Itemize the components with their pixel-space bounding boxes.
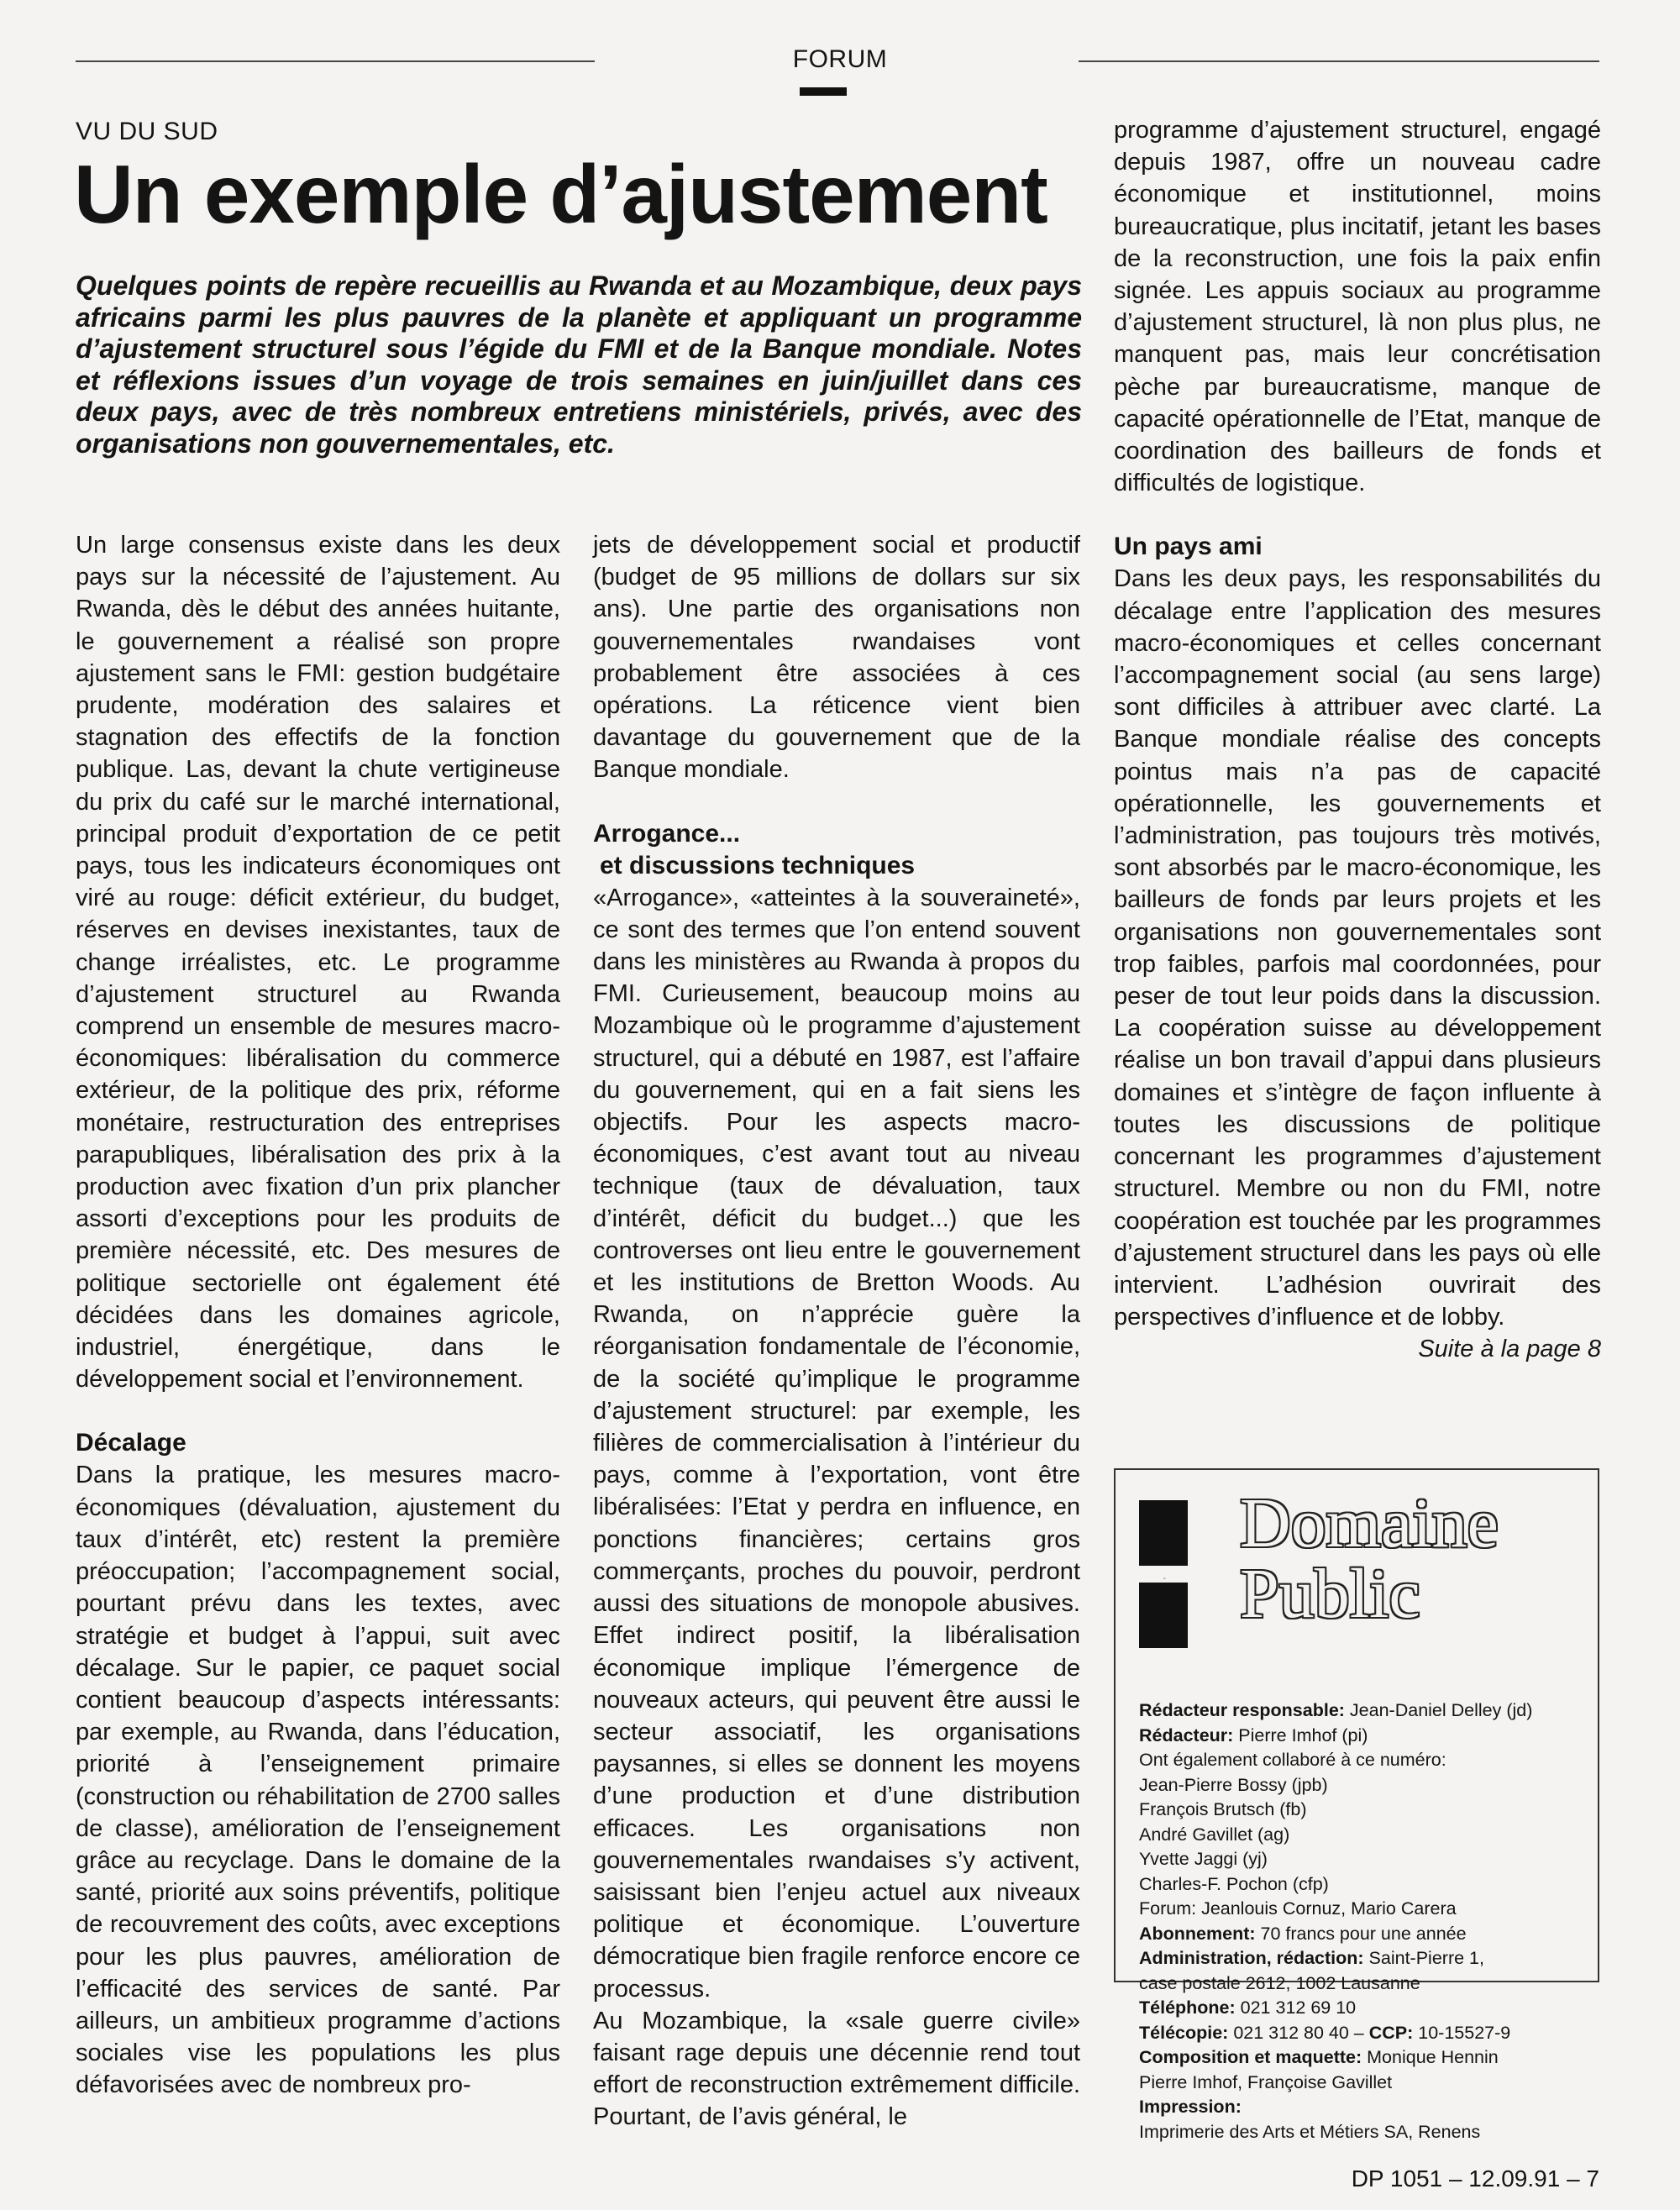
- credit-text: Ont également collaboré à ce numéro:: [1139, 1750, 1446, 1770]
- paragraph: programme d’ajustement structurel, engagé depuis 1987, offre un nouveau cadre économique et institutionnel, moins bureaucratique, plus incitatif, jetant les bases de la reconstruction, une fois la paix enfin signée. Les appuis sociaux au programme d’ajustement structurel, là non plus plus, ne manquent pas, mais leur concrétisation pèche par bureaucratisme, manque de capacité opérationnelle de l’Etat, manque de coordination des bailleurs de fonds et difficultés de logistique.: [1114, 117, 1601, 497]
- paragraph: jets de développement social et productif (budget de 95 millions de dollars sur six ans). Une partie des organisations non gouvernementales rwandaises vont probablement être associées à ces opérations. La réticence vient bien davantage du gouvernement que de la Banque mondiale.: [593, 532, 1080, 784]
- credit-text: Jean-Daniel Delley (jd): [1344, 1700, 1533, 1720]
- masthead-box: [1114, 1468, 1599, 2142]
- subheading-line-2: et discussions techniques: [600, 851, 916, 879]
- credit-line: [1139, 1946, 1593, 1971]
- section-marker-bar: [800, 87, 847, 96]
- credit-line: [1139, 1971, 1593, 1997]
- credit-line: [1139, 1773, 1593, 1798]
- credit-text: François Brutsch (fb): [1139, 1799, 1307, 1819]
- credit-line: [1139, 1823, 1593, 1848]
- credit-label: Administration, rédaction:: [1139, 1948, 1364, 1968]
- subheading-pays-ami: Un pays ami: [1114, 533, 1263, 561]
- logo-letter-d: [1139, 1500, 1188, 1566]
- credit-text: Imprimerie des Arts et Métiers SA, Renens: [1139, 2121, 1481, 2142]
- logo-letter-p: [1139, 1583, 1188, 1648]
- credits-list: [1139, 1698, 1593, 2144]
- credit-line: [1139, 1724, 1593, 1749]
- headline: Un exemple d’ajustement: [74, 148, 1047, 240]
- credit-text: Pierre Imhof, Françoise Gavillet: [1139, 2071, 1393, 2092]
- dp-logo: [1134, 1495, 1193, 1655]
- credit-text: case postale 2612, 1002 Lausanne: [1139, 1972, 1420, 1993]
- brand-wordmark: [1240, 1484, 1499, 1633]
- ccp-value: 10-15527-9: [1413, 2022, 1511, 2043]
- credit-line: [1139, 1847, 1593, 1872]
- brand-line-2: Public: [1240, 1555, 1420, 1633]
- credit-line: [1139, 2095, 1593, 2120]
- credit-line: [1139, 1897, 1593, 1922]
- credit-text: Forum: Jeanlouis Cornuz, Mario Carera: [1139, 1898, 1457, 1919]
- paragraph: Un large consensus existe dans les deux pays sur la nécessité de l’ajustement. Au Rwanda, dès le début des années huitante, le gouvernement a réalisé son propre ajustement sans le FMI: gestion budgétaire prudente, modération des salaires et stagnation des effectifs de la fonction publique. Las, devant la chute vertigineuse du prix du café sur le marché international, principal produit d’exportation de ce petit pays, tous les indicateurs économiques ont viré au rouge: déficit extérieur, du budget, réserves en devises inexistantes, taux de change irréalistes, etc. Le programme d’ajustement structurel au Rwanda comprend un ensemble de mesures macro-économiques: libéralisation du commerce extérieur, de la politique des prix, réforme monétaire, restructuration des entreprises parapubliques, libéralisation des prix à la production avec fixation d’un prix plancher assorti d’exceptions pour les produits de première nécessité, etc. Des mesures de politique sectorielle ont également été décidées dans les domaines agricole, industriel, énergétique, dans le développement social et l’environnement.: [76, 532, 560, 1394]
- credit-text: 70 francs pour une année: [1255, 1923, 1467, 1944]
- ccp-label: CCP:: [1368, 2022, 1414, 2043]
- paragraph: «Arrogance», «atteintes à la souveraineté», ce sont des termes que l’on entend souvent dans les ministères au Rwanda à propos du FMI. Curieusement, beaucoup moins au Mozambique où le programme d’ajustement structurel, qui a débuté en 1987, est l’affaire du gouvernement, qui en a fait siens les objectifs. Pour les aspects macro-économiques, c’est avant tout au niveau technique (taux de dévaluation, taux d’intérêt, déficit du budget...) que les controverses ont lieu entre le gouvernement et les institutions de Bretton Woods. Au Rwanda, on n’apprécie guère la réorganisation fondamentale de l’économie, de la société qu’implique le programme d’ajustement structurel: par exemple, les filières de commercialisation à l’intérieur du pays, comme à l’exportation, vont être libéralisées: l’Etat y perdra en influence, en ponctions financières; certains gros commerçants, proches du pouvoir, perdront aussi des situations de monopole abusives. Effet indirect positif, la libéralisation économique implique l’émergence de nouveaux acteurs, qui peuvent être aussi le secteur associatif, les organisations paysannes, si elles se donnent les moyens d’une production et d’une distribution efficaces. Les organisations non gouvernementales rwandaises s’y activent, saisissant bien l’enjeu actuel aux niveaux politique et économique. L’ouverture démocratique bien fragile renforce encore ce processus.: [593, 884, 1080, 2003]
- subheading-arrogance: [593, 818, 1080, 882]
- brand-line-1: Domaine: [1240, 1484, 1499, 1562]
- credit-line: [1139, 1922, 1593, 1947]
- credit-line: [1139, 2045, 1593, 2071]
- credit-line: [1139, 2021, 1593, 2046]
- credit-text: André Gavillet (ag): [1139, 1824, 1290, 1845]
- subheading-decalage: Décalage: [76, 1429, 186, 1457]
- credit-text: Pierre Imhof (pi): [1233, 1724, 1368, 1745]
- credit-text: Monique Hennin: [1362, 2047, 1499, 2067]
- credit-line: [1139, 1996, 1593, 2021]
- page-reference: DP 1051 – 12.09.91 – 7: [1351, 2165, 1599, 2192]
- header-rule-left: [76, 60, 595, 62]
- credit-text: Saint-Pierre 1,: [1363, 1948, 1484, 1968]
- credit-text: Jean-Pierre Bossy (jpb): [1139, 1774, 1328, 1795]
- paragraph: Dans les deux pays, les responsabilités du décalage entre l’application des mesures macro-économiques et celles concernant l’accompagnement social (au sens large) sont difficiles à attribuer avec clarté. La Banque mondiale réalise des concepts pointus mais n’a pas de capacité opérationnelle, les gouvernements et l’administration, pas toujours très motivés, sont absorbés par le macro-économique, les bailleurs de fonds par leurs projets et les organisations non gouvernementales sont trop faibles, parfois mal coordonnées, pour peser de tout leur poids dans la discussion. La coopération suisse au développement réalise un bon travail d’appui dans plusieurs domaines et s’intègre de façon influente à toutes les discussions de politique concernant les programmes d’ajustement structurel. Membre ou non du FMI, notre coopération est touchée par les programmes d’ajustement structurel dans les pays où elle intervient. L’adhésion ouvrirait des perspectives d’influence et de lobby.: [1114, 565, 1601, 1331]
- credit-text: Yvette Jaggi (yj): [1139, 1849, 1268, 1869]
- continued-note: Suite à la page 8: [1418, 1336, 1601, 1363]
- credit-label: Composition et maquette:: [1139, 2047, 1362, 2067]
- article-column-3: [1114, 114, 1601, 1366]
- section-label: FORUM: [792, 45, 888, 73]
- credit-text: 021 312 80 40 –: [1228, 2022, 1369, 2043]
- credit-label: Télécopie:: [1139, 2022, 1229, 2043]
- credit-line: [1139, 1872, 1593, 1898]
- credit-line: [1139, 1748, 1593, 1773]
- credit-label: Téléphone:: [1139, 1997, 1236, 2018]
- paragraph: Au Mozambique, la «sale guerre civile» faisant rage depuis une décennie rend tout effort de reconstruction extrêmement difficile. Pourtant, de l’avis général, le: [593, 2007, 1080, 2131]
- lede: Quelques points de repère recueillis au Rwanda et au Mozambique, deux pays africains parmi les plus pauvres de la planète et appliquant un programme d’ajustement structurel sous l’égide du FMI et de la Banque mondiale. Notes et réflexions issues d’un voyage de trois semaines en juin/juillet dans ces deux pays, avec de très nombreux entretiens ministériels, privés, avec des organisations non gouvernementales, etc.: [76, 270, 1082, 459]
- credit-line: [1139, 1698, 1593, 1724]
- header-rule-right: [1079, 60, 1599, 62]
- article-column-2: [593, 529, 1080, 2134]
- paragraph: Dans la pratique, les mesures macro-économiques (dévaluation, ajustement du taux d’intérêt, etc) restent la première préoccupation; l’accompagnement social, pourtant prévu dans les textes, avec stratégie et budget à l’appui, suit avec décalage. Sur le papier, ce paquet social contient beaucoup d’aspects intéressants: par exemple, au Rwanda, dans l’éducation, priorité à l’enseignement primaire (construction ou réhabilitation de 2700 salles de classe), amélioration de l’enseignement grâce au recyclage. Dans le domaine de la santé, priorité aux soins préventifs, politique de recouvrement des coûts, avec exceptions pour les plus pauvres, amélioration de l’efficacité des services de santé. Par ailleurs, un ambitieux programme d’actions sociales vise les populations les plus défavorisées avec de nombreux pro-: [76, 1462, 560, 2099]
- credit-label: Impression:: [1139, 2097, 1242, 2117]
- credit-label: Rédacteur responsable:: [1139, 1700, 1345, 1720]
- kicker: VU DU SUD: [76, 118, 218, 145]
- credit-line: [1139, 2071, 1593, 2096]
- credit-text: 021 312 69 10: [1235, 1997, 1357, 2018]
- subheading-line-1: Arrogance...: [593, 819, 741, 848]
- credit-line: [1139, 2120, 1593, 2145]
- article-column-1: [76, 529, 560, 2102]
- credit-label: Abonnement:: [1139, 1923, 1256, 1944]
- credit-label: Rédacteur:: [1139, 1724, 1234, 1745]
- logo-letters-text: DP: [1163, 1578, 1166, 1580]
- credit-line: [1139, 1798, 1593, 1823]
- credit-text: Charles-F. Pochon (cfp): [1139, 1873, 1329, 1894]
